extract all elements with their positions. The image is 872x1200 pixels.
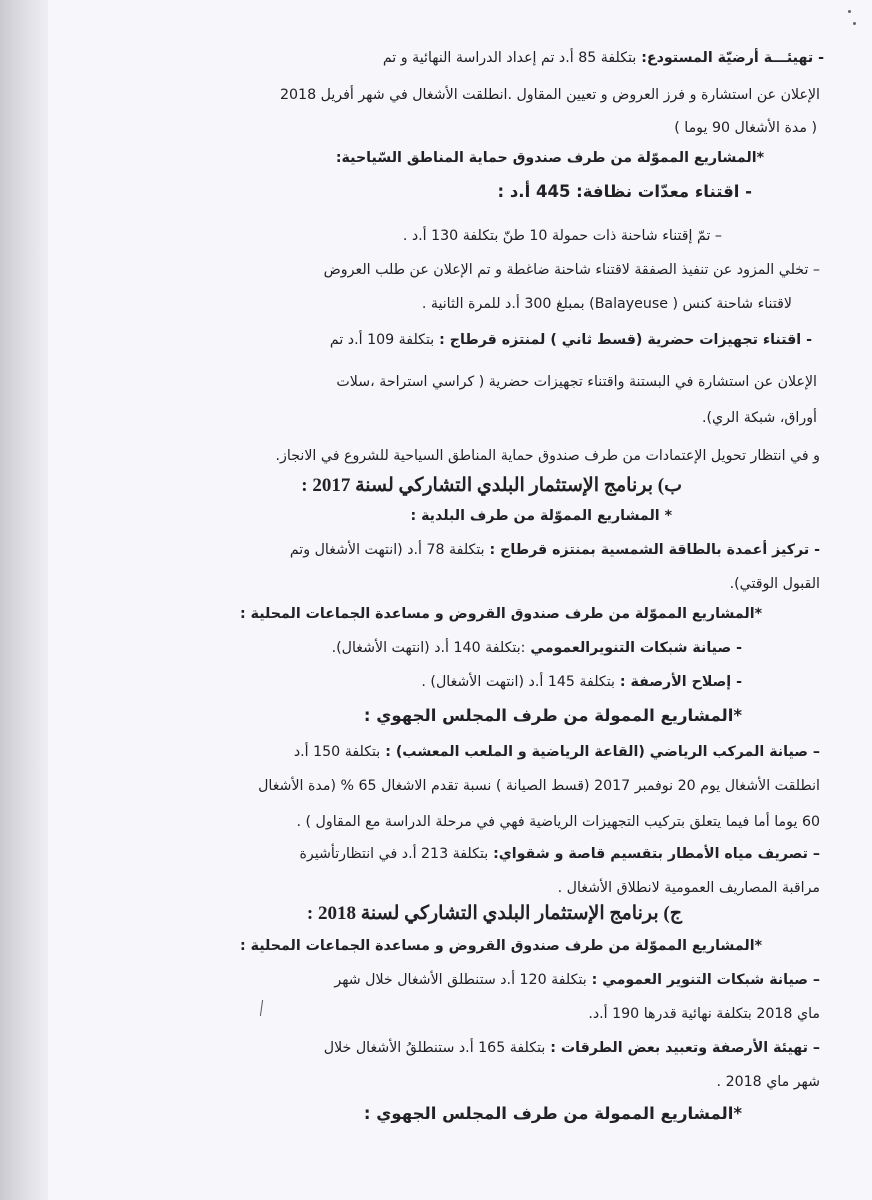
text-line (334, 970, 820, 990)
text-line (702, 408, 817, 428)
text-line (294, 742, 820, 762)
section-heading (410, 506, 672, 526)
line-segment: مراقبة المصاريف العمومية لانطلاق الأشغال . (557, 880, 820, 896)
section-heading (240, 936, 762, 956)
text-line (422, 294, 792, 314)
scan-speck (853, 22, 856, 25)
text-line (558, 878, 820, 898)
line-segment: أوراق، شبكة الري). (701, 410, 817, 426)
line-segment: انطلقت الأشغال يوم 20 نوفمبر 2017 (قسط الصيانة ) نسبة تقدم الاشغال 65 % (مدة الأشغال (258, 778, 820, 794)
line-segment: لاقتناء شاحنة كنس ( Balayeuse) بمبلغ 300 أ.د للمرة الثانية . (421, 296, 792, 312)
subsection-heading (498, 182, 753, 203)
line-segment: بتكلفة 165 أ.د ستنطلقُ الأشغال خلال (323, 1040, 546, 1056)
text-line (330, 330, 812, 350)
text-line (730, 574, 820, 594)
section-heading (364, 706, 742, 727)
line-segment: ب) برنامج الإستثمار البلدي التشاركي لسنة 2017 : (301, 475, 682, 496)
line-segment: *المشاريع الممولة من طرف المجلس الجهوي : (363, 706, 742, 725)
line-segment: - إصلاح الأرصفة : (614, 674, 742, 690)
line-segment: – صيانة شبكات التنوير العمومي : (586, 972, 820, 988)
text-line (421, 672, 742, 692)
line-segment: ماي 2018 بتكلفة نهائية قدرها 190 أ.د. (588, 1006, 820, 1022)
line-segment: الإعلان عن استشارة و فرز العروض و تعيين المقاول .انطلقت الأشغال في شهر أفريل 2018 (279, 87, 820, 103)
line-segment: – تخلي المزود عن تنفيذ الصفقة لاقتناء شاحنة ضاغطة و تم الإعلان عن طلب العروض (323, 262, 820, 278)
text-line (276, 446, 820, 466)
scan-left-edge (0, 0, 48, 1200)
line-segment: – تهيئة الأرصفة وتعبيد بعض الطرقات : (545, 1040, 820, 1056)
line-segment: *المشاريع المموّلة من طرف صندوق حماية المناطق السّياحية: (335, 150, 764, 166)
text-line (403, 226, 722, 246)
line-segment: - اقتناء معدّات نظافة: 445 أ.د : (497, 182, 752, 201)
text-line (280, 85, 820, 105)
line-segment: :بتكلفة 140 أ.د (انتهت الأشغال). (331, 640, 526, 656)
line-segment: 60 يوما أما فيما يتعلق بتركيب التجهيزات الرياضية فهي في مرحلة الدراسة مع المقاول ) . (296, 814, 820, 830)
line-segment: – تصريف مياه الأمطار بتقسيم قاصة و شقواي: (488, 846, 820, 862)
line-segment: بتكلفة 109 أ.د تم (329, 332, 435, 348)
text-line (588, 1004, 820, 1024)
text-line (258, 776, 820, 796)
line-segment: بتكلفة 78 أ.د (انتهت الأشغال وتم (289, 542, 485, 558)
line-segment: - تهيئـــة أرضيّة المستودع: (636, 50, 824, 66)
text-line (296, 812, 820, 832)
text-line (299, 844, 820, 864)
text-line (332, 638, 742, 658)
section-heading (336, 148, 764, 168)
program-heading-2017 (301, 476, 682, 497)
line-segment: ج) برنامج الإستثمار البلدي التشاركي لسنة 2018 : (306, 903, 682, 924)
line-segment: الإعلان عن استشارة في البستنة واقتناء تجهيزات حضرية ( كراسي استراحة ،سلات (336, 374, 817, 390)
line-segment: *المشاريع المموّلة من طرف صندوق القروض و مساعدة الجماعات المحلية : (239, 606, 762, 622)
line-segment: القبول الوقتي). (729, 576, 820, 592)
line-segment: ( مدة الأشغال 90 يوما ) (674, 120, 817, 136)
text-line (674, 118, 817, 138)
text-line (717, 1072, 820, 1092)
line-segment: بتكلفة 145 أ.د (انتهت الأشغال) . (421, 674, 615, 690)
line-segment: بتكلفة 150 أ.د (293, 744, 381, 760)
line-segment: *المشاريع المموّلة من طرف صندوق القروض و مساعدة الجماعات المحلية : (239, 938, 762, 954)
line-segment: - اقتناء تجهيزات حضرية (قسط ثاني ) لمنتزه قرطاج : (434, 332, 812, 348)
document-page (48, 0, 872, 1200)
program-heading-2018 (307, 904, 682, 925)
line-segment: و في انتظار تحويل الإعتمادات من طرف صندوق حماية المناطق السياحية للشروع في الانجاز. (275, 448, 820, 464)
text-line (290, 540, 820, 560)
text-line (324, 1038, 820, 1058)
line-segment: – صيانة المركب الرياضي (القاعة الرياضية و الملعب المعشب) : (380, 744, 820, 760)
line-segment: – تمّ إقتناء شاحنة ذات حمولة 10 طنّ بتكلفة 130 أ.د . (402, 228, 722, 244)
text-line (324, 260, 820, 280)
scan-speck (848, 10, 851, 13)
line-segment: بتكلفة 85 أ.د تم إعداد الدراسة النهائية و تم (382, 50, 637, 66)
text-line (336, 372, 817, 392)
line-segment: شهر ماي 2018 . (716, 1074, 820, 1090)
line-segment: *المشاريع الممولة من طرف المجلس الجهوي : (363, 1104, 742, 1123)
line-segment: * المشاريع المموّلة من طرف البلدية : (410, 508, 672, 524)
line-segment: بتكلفة 213 أ.د في انتظارتأشيرة (299, 846, 489, 862)
line-segment: - تركيز أعمدة بالطاقة الشمسية بمنتزه قرطاج : (484, 542, 820, 558)
text-line (383, 48, 824, 68)
line-segment: بتكلفة 120 أ.د ستنطلق الأشغال خلال شهر (334, 972, 587, 988)
pen-stroke-mark (260, 1000, 263, 1016)
section-heading (240, 604, 762, 624)
section-heading (364, 1104, 742, 1125)
line-segment: - صيانة شبكات التنويرالعمومي (525, 640, 742, 656)
